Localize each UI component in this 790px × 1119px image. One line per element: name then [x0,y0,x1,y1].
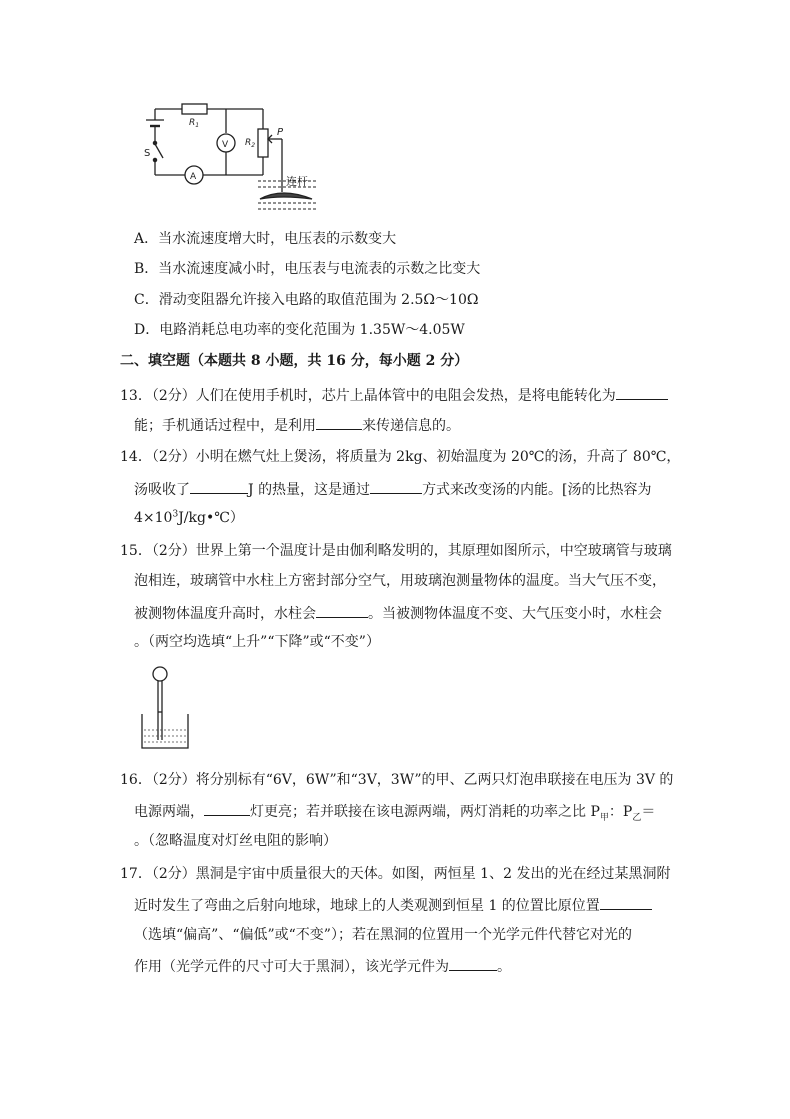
q17-line2: 近时发生了弯曲之后射向地球，地球上的人类观测到恒星 1 的位置比原位置 [134,894,652,916]
q16-line2: 电源两端， 灯更亮；若并联接在该电源两端，两灯消耗的功率之比 $P_甲$：$P_乙=$ [134,800,655,822]
q14-line1: 14．（2分）小明在燃气灶上煲汤，将质量为 2kg、初始温度为 20℃的汤，升高了 80℃， [120,449,681,465]
q15-line3: 被测物体温度升高时，水柱会 。当被测物体温度不变、大气压变小时，水柱会 [134,602,662,624]
label-p: P [277,127,284,138]
answer-blank [204,800,250,816]
label-rod: 连杆 [286,175,308,188]
label-r2: $R_2$ [245,138,256,149]
option-d: D．电路消耗总电功率的变化范围为 1.35W～4.05W [134,322,465,338]
q13-line2: 能；手机通话过程中，是利用 来传递信息的。 [134,414,460,436]
label-a: A [190,172,197,182]
wing-plate [260,193,312,199]
option-b: B．当水流速度减小时，电压表与电流表的示数之比变大 [134,261,481,277]
q16-line3: 。（忽略温度对灯丝电阻的影响） [134,833,337,849]
q13-line1: 13．（2分）人们在使用手机时，芯片上晶体管中的电阻会发热，是将电能转化为 [120,384,668,406]
glass-bulb [153,667,167,681]
section-title: 二、填空题（本题共 8 小题，共 16 分，每小题 2 分） [120,353,469,369]
beaker [142,714,188,748]
q17-line3: （选填“偏高”、“偏低”或“不变”）；若在黑洞的位置用一个光学元件代替它对光的 [134,927,632,943]
thermometer-diagram [138,664,194,752]
q17-line4: 作用（光学元件的尺寸可大于黑洞），该光学元件为 。 [134,955,511,977]
label-s: S [144,148,151,159]
label-r1: $R_1$ [189,118,200,129]
resistor-r1 [182,104,207,114]
option-c: C．滑动变阻器允许接入电路的取值范围为 2.5Ω～10Ω [134,292,479,308]
answer-blank [190,478,248,494]
q15-line1: 15．（2分）世界上第一个温度计是由伽利略发明的，其原理如图所示，中空玻璃管与玻璃 [120,543,672,559]
q14-line3: $4\times 10^3J/kg•℃$） [134,509,244,526]
answer-blank [370,478,422,494]
q17-line1: 17．（2分）黑洞是宇宙中质量很大的天体。如图，两恒星 1、2 发出的光在经过某黑洞附 [120,866,671,882]
answer-blank [449,955,497,971]
rheostat-r2 [258,129,268,157]
q16-line1: 16．（2分）将分别标有“6V，6W”和“3V，3W”的甲、乙两只灯泡串联接在电压为 3V 的 [120,772,674,788]
q15-line4: 。（两空均选填“上升”“下降”或“不变”） [134,634,380,650]
q15-line2: 泡相连，玻璃管中水柱上方密封部分空气，用玻璃泡测量物体的温度。当大气压不变， [134,573,666,589]
circuit-diagram [140,95,330,215]
answer-blank [316,602,368,618]
answer-blank [316,414,362,430]
answer-blank [600,894,652,910]
switch-blade [155,144,163,158]
answer-blank [616,384,668,400]
label-v: V [222,140,229,150]
option-a: A．当水流速度增大时，电压表的示数变大 [134,231,397,247]
q14-line2: 汤吸收了 J 的热量，这是通过 方式来改变汤的内能。[汤的比热容为 [134,478,652,500]
